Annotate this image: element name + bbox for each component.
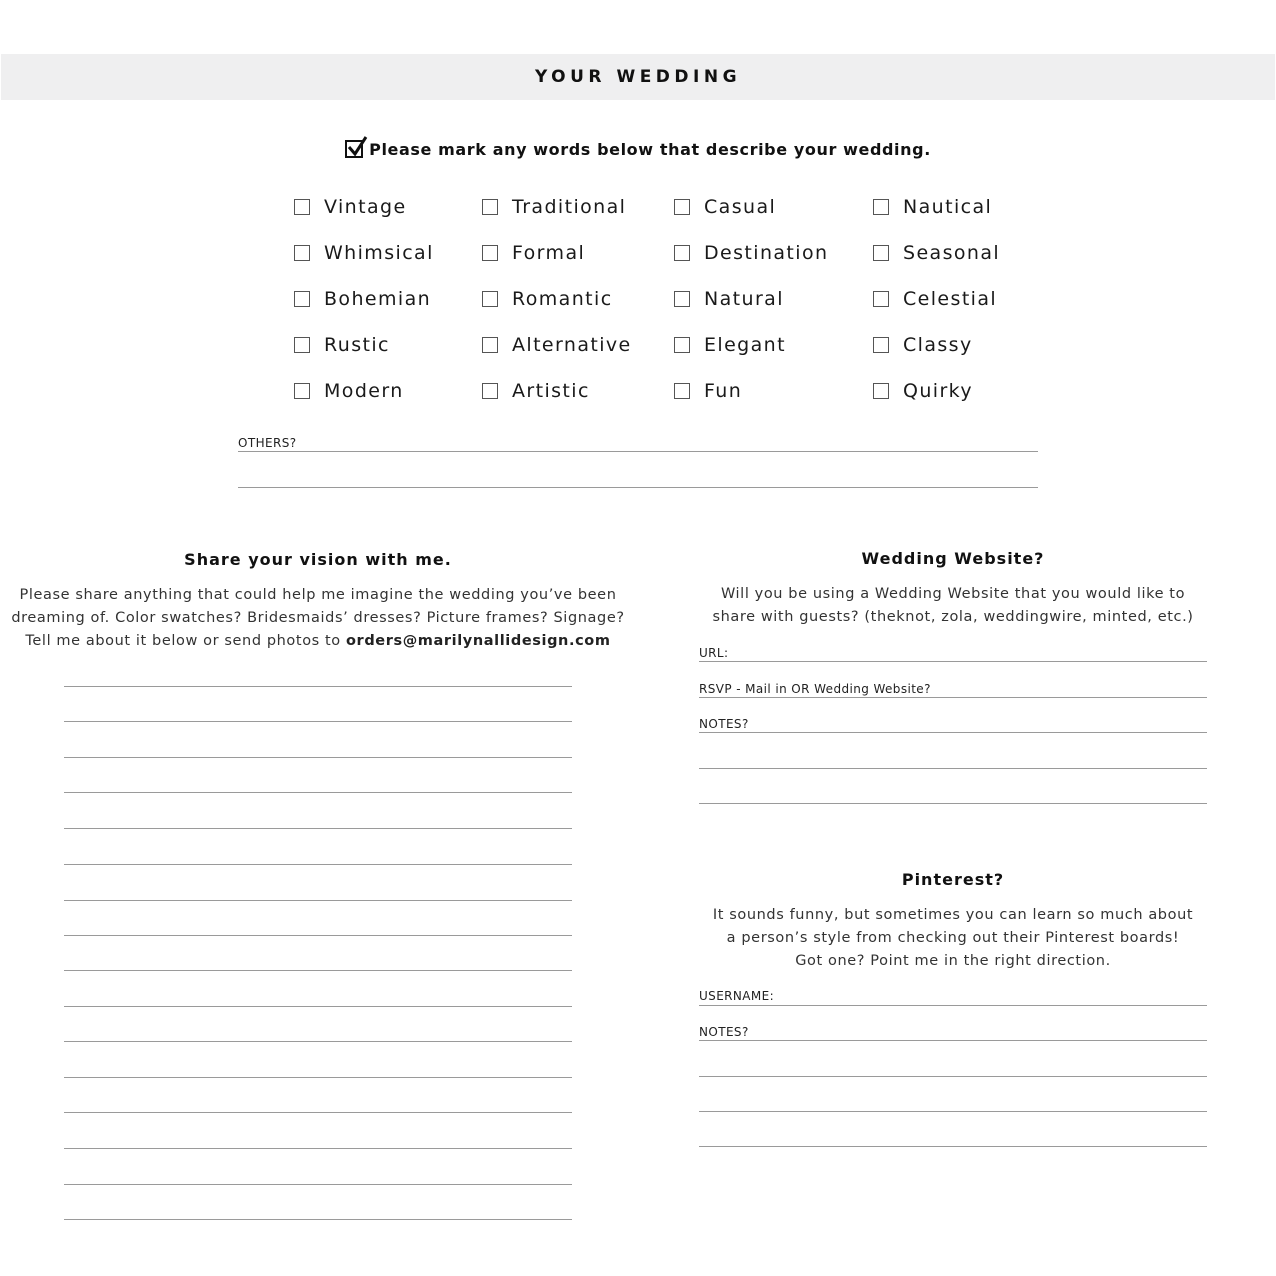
- section-title: YOUR WEDDING: [534, 67, 742, 87]
- instruction: [0, 134, 1276, 164]
- option-nautical[interactable]: [873, 192, 992, 222]
- option-label: Classy: [903, 334, 973, 356]
- checkbox[interactable]: [873, 291, 889, 307]
- pinterest-notes-line[interactable]: [699, 1111, 1207, 1112]
- option-label: Formal: [512, 242, 586, 264]
- username-input-line[interactable]: [699, 1005, 1207, 1006]
- option-quirky[interactable]: [873, 376, 973, 406]
- vision-writing-line[interactable]: [64, 970, 572, 971]
- vision-writing-line[interactable]: [64, 1148, 572, 1149]
- username-label: USERNAME:: [699, 989, 775, 1003]
- option-label: Celestial: [903, 288, 998, 310]
- option-label: Natural: [704, 288, 784, 310]
- option-label: Seasonal: [903, 242, 1001, 264]
- vision-writing-line[interactable]: [64, 757, 572, 758]
- checkbox[interactable]: [873, 337, 889, 353]
- option-label: Quirky: [903, 380, 974, 402]
- url-input-line[interactable]: [699, 661, 1207, 662]
- checkbox[interactable]: [482, 383, 498, 399]
- pinterest-title: Pinterest?: [901, 870, 1005, 889]
- checkbox[interactable]: [294, 291, 310, 307]
- option-label: Romantic: [512, 288, 613, 310]
- checkbox[interactable]: [873, 199, 889, 215]
- pinterest-line: It sounds funny, but sometimes you can learn so much about: [712, 907, 1194, 923]
- option-label: Fun: [704, 380, 743, 402]
- vision-title: Share your vision with me.: [184, 550, 452, 569]
- vision-writing-line[interactable]: [64, 1184, 572, 1185]
- option-label: Bohemian: [324, 288, 432, 310]
- option-modern[interactable]: [294, 376, 404, 406]
- checkbox[interactable]: [873, 383, 889, 399]
- vision-writing-line[interactable]: [64, 900, 572, 901]
- website-notes-label: NOTES?: [699, 717, 749, 731]
- option-label: Rustic: [324, 334, 390, 356]
- checkbox[interactable]: [674, 291, 690, 307]
- rsvp-label: RSVP - Mail in OR Wedding Website?: [699, 682, 931, 696]
- checkbox[interactable]: [674, 383, 690, 399]
- vision-writing-line[interactable]: [64, 721, 572, 722]
- vision-line: Please share anything that could help me imagine the wedding you’ve been: [19, 587, 617, 603]
- option-label: Traditional: [512, 196, 627, 218]
- option-fun[interactable]: [674, 376, 742, 406]
- option-classy[interactable]: [873, 330, 973, 360]
- pinterest-notes-line[interactable]: [699, 1146, 1207, 1147]
- vision-writing-line[interactable]: [64, 1219, 572, 1220]
- section-header: [1, 54, 1275, 100]
- website-line: share with guests? (theknot, zola, weddingwire, minted, etc.): [712, 609, 1194, 625]
- pinterest-notes-line[interactable]: [699, 1076, 1207, 1077]
- option-vintage[interactable]: [294, 192, 407, 222]
- option-elegant[interactable]: [674, 330, 786, 360]
- rsvp-input-line[interactable]: [699, 697, 1207, 698]
- option-label: Destination: [704, 242, 829, 264]
- checkbox[interactable]: [294, 383, 310, 399]
- checkbox[interactable]: [294, 245, 310, 261]
- pinterest-line: Got one? Point me in the right direction.: [795, 953, 1111, 969]
- url-label: URL:: [699, 646, 729, 660]
- option-label: Elegant: [704, 334, 786, 356]
- option-traditional[interactable]: [482, 192, 626, 222]
- email-link[interactable]: orders@marilynallidesign.com: [346, 633, 611, 649]
- others-label: OTHERS?: [238, 436, 297, 450]
- others-input-line[interactable]: [238, 451, 1038, 452]
- checkbox[interactable]: [482, 245, 498, 261]
- option-casual[interactable]: [674, 192, 776, 222]
- others-input-line[interactable]: [238, 487, 1038, 488]
- vision-writing-line[interactable]: [64, 828, 572, 829]
- vision-writing-line[interactable]: [64, 1077, 572, 1078]
- checkbox[interactable]: [674, 199, 690, 215]
- checkbox[interactable]: [482, 337, 498, 353]
- option-bohemian[interactable]: [294, 284, 431, 314]
- option-label: Nautical: [903, 196, 993, 218]
- website-title: Wedding Website?: [861, 549, 1045, 568]
- option-label: Casual: [704, 196, 777, 218]
- option-rustic[interactable]: [294, 330, 390, 360]
- option-whimsical[interactable]: [294, 238, 434, 268]
- option-label: Modern: [324, 380, 404, 402]
- vision-writing-line[interactable]: [64, 686, 572, 687]
- checkbox[interactable]: [482, 291, 498, 307]
- checkbox[interactable]: [294, 337, 310, 353]
- checkbox[interactable]: [294, 199, 310, 215]
- website-notes-line[interactable]: [699, 732, 1207, 733]
- option-natural[interactable]: [674, 284, 784, 314]
- website-notes-line[interactable]: [699, 768, 1207, 769]
- option-label: Vintage: [324, 196, 407, 218]
- pinterest-notes-label: NOTES?: [699, 1025, 749, 1039]
- checked-checkbox-icon: [345, 140, 363, 158]
- vision-line: dreaming of. Color swatches? Bridesmaids’ dresses? Picture frames? Signage?: [11, 610, 625, 626]
- instruction-text: Please mark any words below that describe your wedding.: [369, 139, 931, 159]
- option-label: Artistic: [512, 380, 590, 402]
- option-formal[interactable]: [482, 238, 585, 268]
- option-destination[interactable]: [674, 238, 828, 268]
- option-label: Whimsical: [324, 242, 434, 264]
- pinterest-description: [690, 904, 1216, 973]
- option-seasonal[interactable]: [873, 238, 1000, 268]
- website-notes-line[interactable]: [699, 803, 1207, 804]
- vision-writing-line[interactable]: [64, 864, 572, 865]
- option-alternative[interactable]: [482, 330, 632, 360]
- checkbox[interactable]: [482, 199, 498, 215]
- option-celestial[interactable]: [873, 284, 997, 314]
- vision-writing-line[interactable]: [64, 1112, 572, 1113]
- checkbox[interactable]: [674, 337, 690, 353]
- checkbox[interactable]: [674, 245, 690, 261]
- checkbox[interactable]: [873, 245, 889, 261]
- pinterest-notes-line[interactable]: [699, 1040, 1207, 1041]
- vision-writing-line[interactable]: [64, 792, 572, 793]
- option-artistic[interactable]: [482, 376, 590, 406]
- option-label: Alternative: [512, 334, 632, 356]
- vision-description: [10, 584, 626, 653]
- vision-writing-line[interactable]: [64, 1006, 572, 1007]
- vision-line: Tell me about it below or send photos to: [25, 633, 346, 649]
- option-romantic[interactable]: [482, 284, 613, 314]
- website-line: Will you be using a Wedding Website that you would like to: [720, 586, 1186, 602]
- vision-writing-line[interactable]: [64, 1041, 572, 1042]
- pinterest-line: a person’s style from checking out their Pinterest boards!: [726, 930, 1180, 946]
- website-description: [690, 583, 1216, 629]
- vision-line-email: [10, 630, 626, 653]
- vision-writing-line[interactable]: [64, 935, 572, 936]
